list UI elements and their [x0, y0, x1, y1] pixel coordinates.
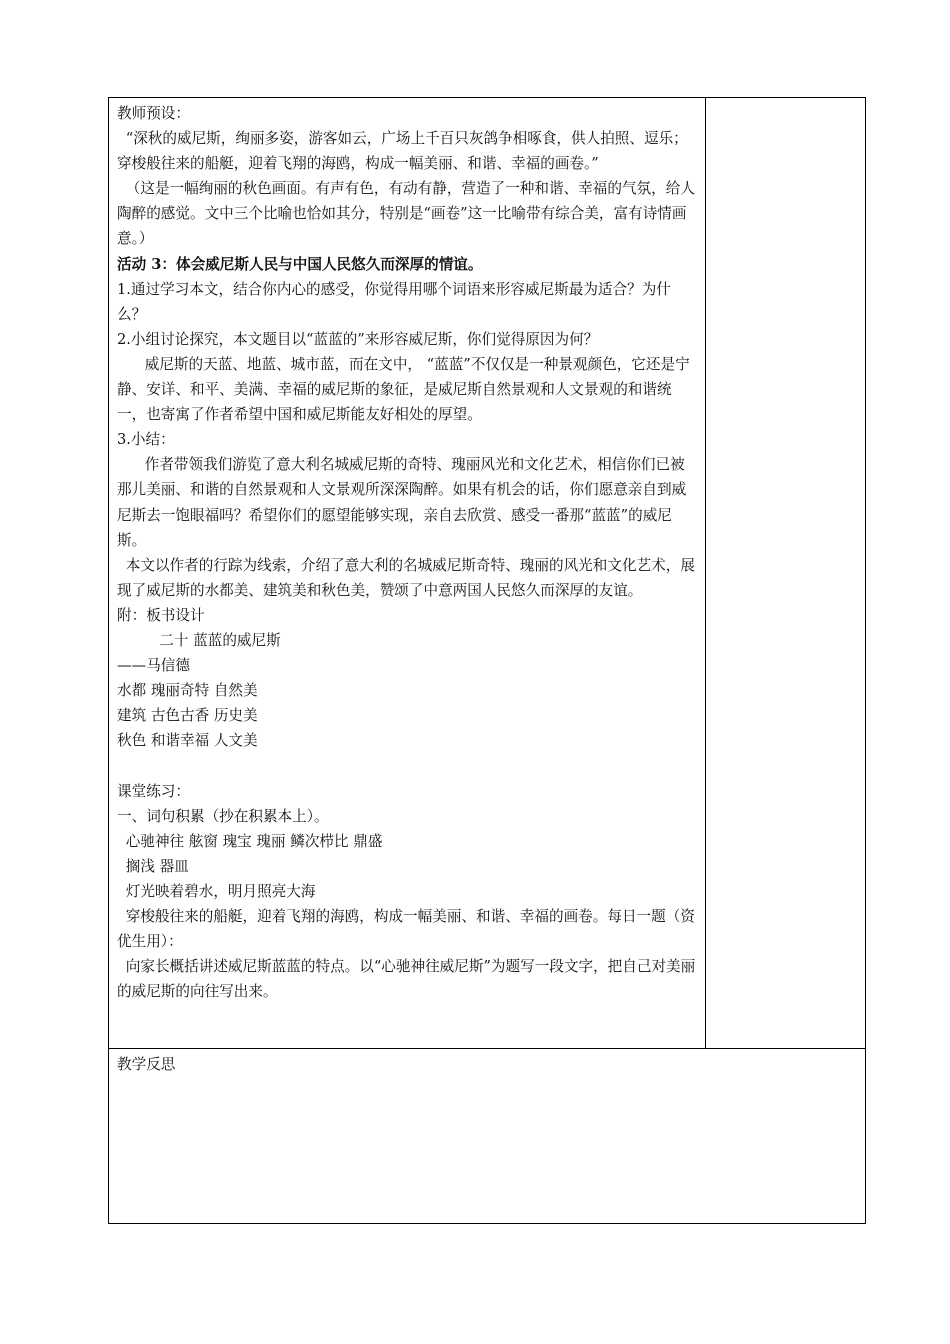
- content-paragraph: 二十 蓝蓝的威尼斯: [159, 631, 281, 649]
- content-paragraph: 1.通过学习本文，结合你内心的感受，你觉得用哪个词语来形容威尼斯最为适合？为什么？: [117, 280, 671, 323]
- content-paragraph: ——马信德: [117, 657, 190, 675]
- content-paragraph: 2.小组讨论探究，本文题目以“蓝蓝的”来形容威尼斯，你们觉得原因为何？: [117, 330, 599, 348]
- table-row: [109, 98, 866, 1049]
- teaching-content-cell: [109, 98, 706, 1049]
- content-paragraph: 作者带领我们游览了意大利名城威尼斯的奇特、瑰丽风光和文化艺术，相信你们已被那儿美丽、和谐的自然景观和人文景观所深深陶醉。如果有机会的话，你们愿意亲自到威尼斯去一饱眼福吗？希望你们的愿望能够实现，亲自去欣赏、感受一番那“蓝蓝”的威尼斯。: [117, 456, 687, 549]
- content-paragraph: 灯光映着碧水，明月照亮大海: [125, 882, 316, 900]
- content-paragraph: [117, 753, 699, 778]
- content-paragraph: 穿梭般往来的船艇，迎着飞翔的海鸥，构成一幅美丽、和谐、幸福的画卷。每日一题（资优生用）：: [117, 908, 695, 951]
- content-paragraph: 威尼斯的天蓝、地蓝、城市蓝，而在文中， “蓝蓝”不仅仅是一种景观颜色，它还是宁静、安详、和平、美满、幸福的威尼斯的象征，是威尼斯自然景观和人文景观的和谐统一，也寄寓了作者希望中国和威尼斯能友好相处的厚望。: [117, 355, 690, 424]
- content-paragraph: （这是一幅绚丽的秋色画面。有声有色，有动有静，营造了一种和谐、幸福的气氛，给人陶醉的感觉。文中三个比喻也恰如其分，特别是“画卷”这一比喻带有综合美，富有诗情画意。）: [117, 180, 695, 248]
- content-paragraph: 一、词句积累（抄在积累本上）。: [117, 807, 329, 825]
- content-paragraph: 建筑 古色古香 历史美: [117, 707, 258, 725]
- content-paragraph: 水都 瑰丽奇特 自然美: [117, 682, 258, 700]
- content-paragraph: “深秋的威尼斯，绚丽多姿，游客如云，广场上千百只灰鸽争相啄食，供人拍照、逗乐；穿梭般往来的船艇，迎着飞翔的海鸥，构成一幅美丽、和谐、幸福的画卷。”: [117, 130, 688, 173]
- content-paragraph: 课堂练习：: [117, 782, 190, 800]
- lesson-plan-table: [108, 97, 866, 1224]
- reflection-cell: [109, 1049, 866, 1224]
- content-paragraph: 3.小结：: [117, 431, 175, 449]
- notes-cell: [706, 98, 866, 1049]
- content-paragraph: 向家长概括讲述威尼斯蓝蓝的特点。以“心驰神往威尼斯”为题写一段文字，把自己对美丽的威尼斯的向往写出来。: [117, 958, 696, 1001]
- content-paragraph: 本文以作者的行踪为线索，介绍了意大利的名城威尼斯奇特、瑰丽的风光和文化艺术，展现了威尼斯的水都美、建筑美和秋色美，赞颂了中意两国人民悠久而深厚的友谊。: [117, 556, 695, 599]
- content-paragraph: 附：板书设计: [117, 606, 205, 624]
- content-paragraph: 活动 3：体会威尼斯人民与中国人民悠久而深厚的情谊。: [117, 255, 483, 273]
- teaching-content: [109, 98, 705, 1004]
- reflection-label: 教学反思: [117, 1056, 176, 1073]
- table-row: [109, 1049, 866, 1224]
- content-paragraph: 搁浅 器皿: [125, 857, 189, 875]
- content-paragraph: 教师预设：: [117, 105, 190, 122]
- content-paragraph: 秋色 和谐幸福 人文美: [117, 732, 258, 750]
- content-paragraph: 心驰神往 舷窗 瑰宝 瑰丽 鳞次栉比 鼎盛: [125, 832, 383, 850]
